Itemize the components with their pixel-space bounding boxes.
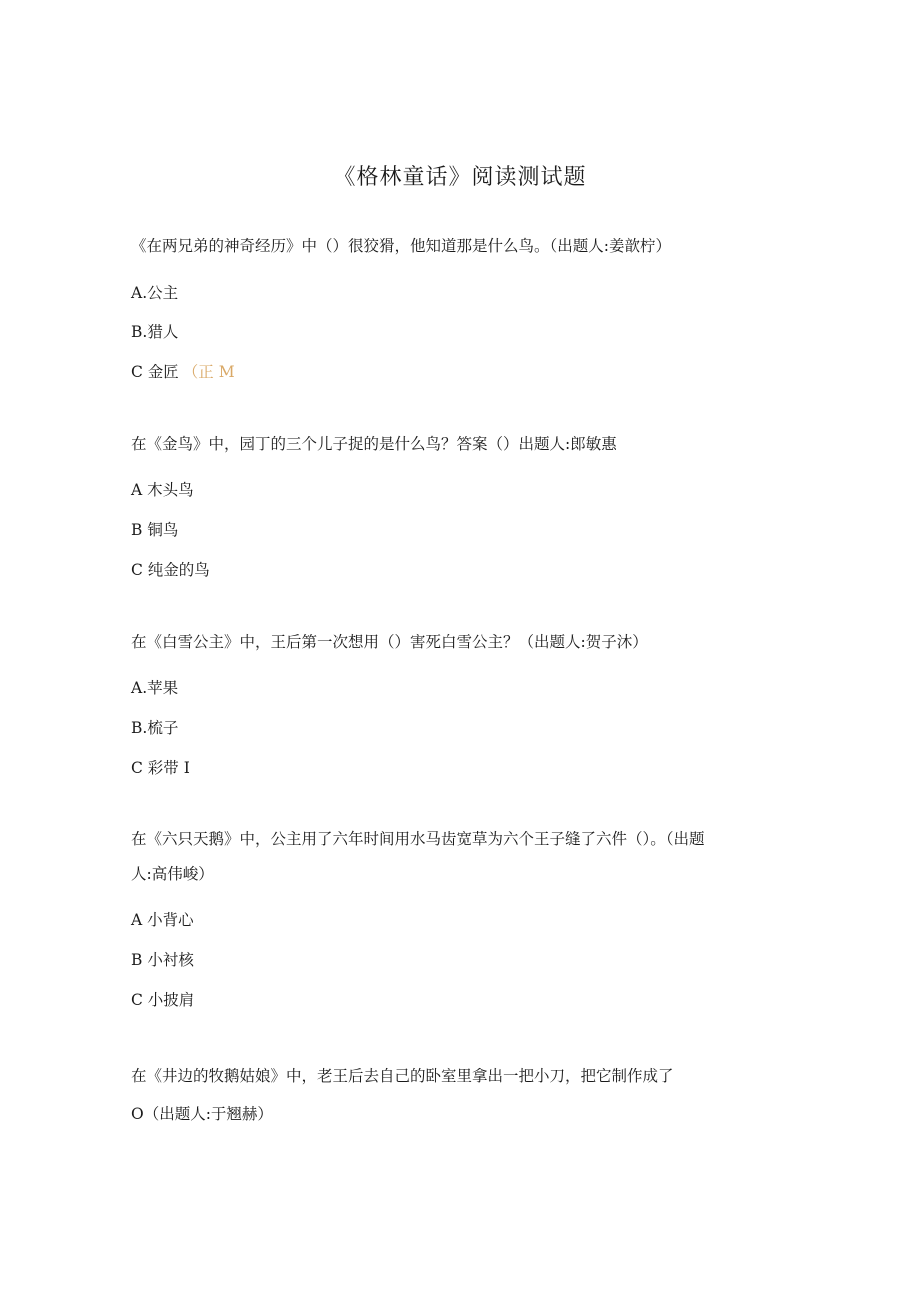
question-2-option-a: A 木头鸟	[131, 481, 194, 499]
question-5-text-line-1: 在《井边的牧鹅姑娘》中，老王后去自己的卧室里拿出一把小刀，把它制作成了	[131, 1067, 674, 1085]
page-title: 《格林童话》阅读测试题	[333, 165, 587, 190]
answer-mark: （正 M	[182, 363, 235, 381]
question-1-option-c-row	[131, 360, 235, 382]
question-1-option-a: A.公主	[131, 284, 179, 302]
question-3-text: 在《白雪公主》中，王后第一次想用（）害死白雪公主？（出题人:贺子沐）	[131, 633, 648, 651]
question-2-option-c: C 纯金的鸟	[131, 561, 210, 579]
question-2-text: 在《金鸟》中，园丁的三个儿子捉的是什么鸟？答案（）出题人:郎敏惠	[131, 435, 617, 453]
question-1-option-b: B.猎人	[131, 323, 179, 341]
question-4-option-c: C 小披肩	[131, 991, 195, 1009]
question-2-option-b: B 铜鸟	[131, 521, 179, 539]
question-4-option-b: B 小衬核	[131, 951, 194, 969]
question-4-text-line-1: 在《六只天鹅》中，公主用了六年时间用水马齿宽草为六个王子缝了六件（）。（出题	[131, 830, 705, 848]
question-1-text: 《在两兄弟的神奇经历》中（）很狡猾，他知道那是什么鸟。（出题人:姜歆柠）	[131, 237, 671, 255]
question-3-option-a: A.苹果	[131, 679, 179, 697]
question-3-option-b: B.梳子	[131, 719, 179, 737]
question-1-option-c: C 金匠	[131, 363, 179, 381]
question-5-text-line-2: O（出题人:于翘赫）	[131, 1105, 273, 1123]
question-4-text-line-2: 人:高伟峻）	[131, 865, 214, 883]
question-4-option-a: A 小背心	[131, 911, 194, 929]
question-3-option-c: C 彩带 I	[131, 759, 190, 777]
